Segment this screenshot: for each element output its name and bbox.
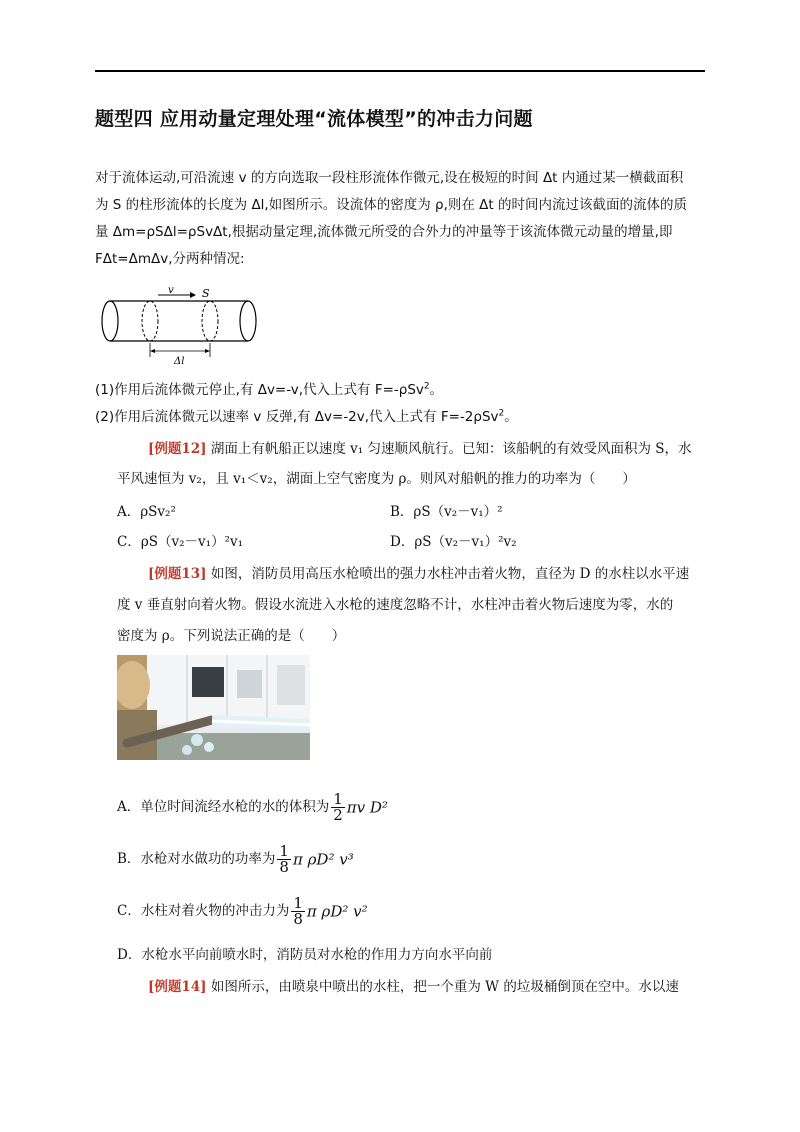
example-14-tag: [例题14] (148, 979, 207, 995)
fluid-cylinder-diagram (98, 285, 268, 365)
area-label: S (202, 287, 210, 300)
example-12-option-c[interactable]: C．ρS（v₂－v₁）²v₁ (117, 534, 244, 550)
example-13-line-3: 密度为 ρ。下列说法正确的是（ ） (117, 628, 346, 644)
case-1: (1)作用后流体微元停止,有 Δv=-v,代入上式有 F=-ρSv$^2$。 (95, 381, 444, 398)
intro-line: 为 S 的柱形流体的长度为 Δl,如图所示。设流体的密度为 ρ,则在 Δt 的时间内流过该截面的流体的质 (95, 197, 687, 213)
fraction: $\frac{1}{8}$ (293, 894, 303, 928)
example-13-option-b[interactable]: B．水枪对水做功的功率为 $\frac{1}{8}$ π ρD² v³ (117, 842, 354, 876)
example-13-option-c[interactable]: C．水柱对着火物的冲击力为 $\frac{1}{8}$ π ρD² v² (117, 894, 368, 928)
example-13-line-2: 度 v 垂直射向着火物。假设水流进入水枪的速度忽略不计，水柱冲击着火物后速度为零，水的 (117, 597, 674, 613)
fraction: $\frac{1}{2}$ (333, 790, 343, 824)
case-2: (2)作用后流体微元以速率 v 反弹,有 Δv=-2v,代入上式有 F=-2ρSv$^2$。 (95, 408, 518, 425)
header-rule (95, 70, 705, 72)
example-13-tag: [例题13] (148, 566, 207, 582)
example-12-option-d[interactable]: D．ρS（v₂－v₁）²v₂ (390, 534, 517, 550)
intro-line: FΔt=ΔmΔv,分两种情况: (95, 251, 245, 267)
intro-line: 对于流体运动,可沿流速 v 的方向选取一段柱形流体作微元,设在极短的时间 Δt 内通过某一横截面积 (95, 170, 684, 186)
example-12-line-1: [例题12] 湖面上有帆船正以速度 v₁ 匀速顺风航行。已知：该船帆的有效受风面积为 S，水 (148, 441, 692, 457)
example-14-line-1: [例题14] 如图所示，由喷泉中喷出的水柱，把一个重为 W 的垃圾桶倒顶在空中。水以速 (148, 979, 679, 995)
intro-line: 量 Δm=ρSΔl=ρSvΔt,根据动量定理,流体微元所受的合外力的冲量等于该流体微元动量的增量,即 (95, 224, 673, 240)
example-13-option-a[interactable]: A．单位时间流经水枪的水的体积为 $\frac{1}{2}$ πv D² (117, 790, 388, 824)
fraction: $\frac{1}{8}$ (279, 842, 289, 876)
example-13-option-d[interactable]: D．水枪水平向前喷水时，消防员对水枪的作用力方向水平向前 (117, 947, 493, 963)
firefighter-photo (117, 655, 310, 760)
velocity-label: v (168, 285, 174, 296)
intro-paragraph (95, 165, 710, 273)
example-12-option-a[interactable]: A．ρSv₂² (117, 504, 176, 520)
example-12-tag: [例题12] (148, 441, 207, 457)
example-12-option-b[interactable]: B．ρS（v₂－v₁）² (390, 504, 503, 520)
length-label: Δl (174, 356, 185, 365)
section-title: 题型四 应用动量定理处理“流体模型”的冲击力问题 (95, 108, 533, 130)
example-13-line-1: [例题13] 如图，消防员用高压水枪喷出的强力水柱冲击着火物，直径为 D 的水柱以水平速 (148, 566, 690, 582)
example-12-line-2: 平风速恒为 v₂，且 v₁＜v₂，湖面上空气密度为 ρ。则风对船帆的推力的功率为（ ） (117, 471, 636, 487)
